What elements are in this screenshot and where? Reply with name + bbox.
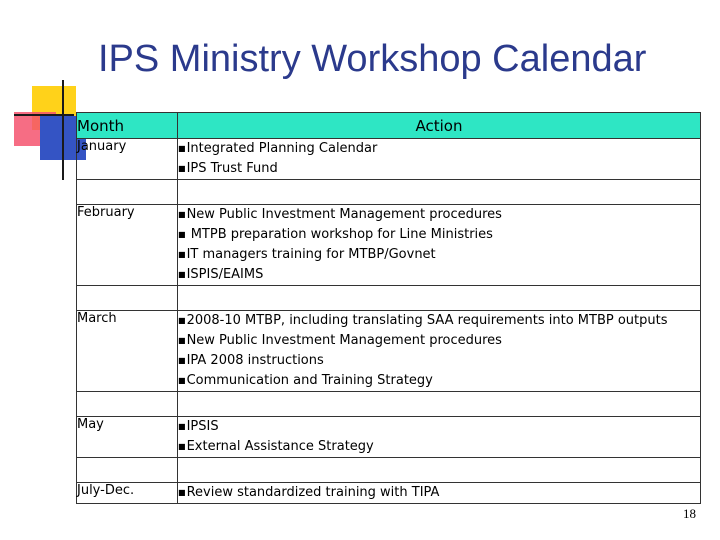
table-row	[77, 483, 701, 504]
bullet-icon: ■	[178, 144, 186, 153]
action-cell	[178, 139, 701, 180]
bullet-icon: ■	[178, 356, 186, 365]
page-title: IPS Ministry Workshop Calendar	[98, 38, 647, 80]
action-item	[178, 311, 700, 331]
table-row	[77, 417, 701, 458]
spacer-row	[77, 392, 701, 417]
bullet-icon: ■	[178, 250, 186, 259]
action-item	[178, 139, 700, 159]
month-cell: February	[77, 205, 178, 286]
action-cell	[178, 417, 701, 458]
month-cell: July-Dec.	[77, 483, 178, 504]
action-text: Review standardized training with TIPA	[186, 485, 440, 500]
action-cell	[178, 205, 701, 286]
bullet-icon: ■	[178, 230, 186, 239]
action-item	[178, 437, 700, 457]
decor-vertical-line	[62, 80, 64, 180]
action-text: IPS Trust Fund	[186, 161, 278, 176]
table-row	[77, 139, 701, 180]
action-item	[178, 417, 700, 437]
action-text: New Public Investment Management procedures	[186, 333, 502, 348]
action-header: Action	[178, 113, 701, 139]
action-item	[178, 483, 700, 503]
action-item	[178, 351, 700, 371]
bullet-icon: ■	[178, 422, 186, 431]
month-cell: May	[77, 417, 178, 458]
action-text: New Public Investment Management procedures	[186, 207, 502, 222]
bullet-icon: ■	[178, 164, 186, 173]
month-header: Month	[77, 113, 178, 139]
bullet-icon: ■	[178, 210, 186, 219]
bullet-icon: ■	[178, 270, 186, 279]
month-cell: March	[77, 311, 178, 392]
action-cell	[178, 483, 701, 504]
action-item	[178, 371, 700, 391]
action-text: IPSIS	[186, 419, 219, 434]
action-item	[178, 225, 700, 245]
action-text: IT managers training for MTBP/Govnet	[186, 247, 436, 262]
action-text: External Assistance Strategy	[186, 439, 374, 454]
action-item	[178, 265, 700, 285]
action-text: 2008-10 MTBP, including translating SAA requirements into MTBP outputs	[186, 313, 668, 328]
bullet-icon: ■	[178, 316, 186, 325]
calendar-table	[76, 112, 701, 504]
month-cell: January	[77, 139, 178, 180]
spacer-row	[77, 286, 701, 311]
bullet-icon: ■	[178, 376, 186, 385]
action-text: IPA 2008 instructions	[186, 353, 324, 368]
action-text: ISPIS/EAIMS	[186, 267, 264, 282]
bullet-icon: ■	[178, 442, 186, 451]
spacer-row	[77, 458, 701, 483]
action-item	[178, 159, 700, 179]
page-number: 18	[683, 506, 696, 521]
action-text: Communication and Training Strategy	[186, 373, 433, 388]
table-row	[77, 205, 701, 286]
action-cell	[178, 311, 701, 392]
spacer-row	[77, 180, 701, 205]
table-row	[77, 311, 701, 392]
action-item	[178, 331, 700, 351]
header-row	[77, 113, 701, 139]
action-text: Integrated Planning Calendar	[186, 141, 378, 156]
action-item	[178, 245, 700, 265]
action-item	[178, 205, 700, 225]
bullet-icon: ■	[178, 336, 186, 345]
action-text: MTPB preparation workshop for Line Ministries	[186, 227, 493, 242]
decor-horizontal-line	[14, 114, 74, 116]
bullet-icon: ■	[178, 488, 186, 497]
